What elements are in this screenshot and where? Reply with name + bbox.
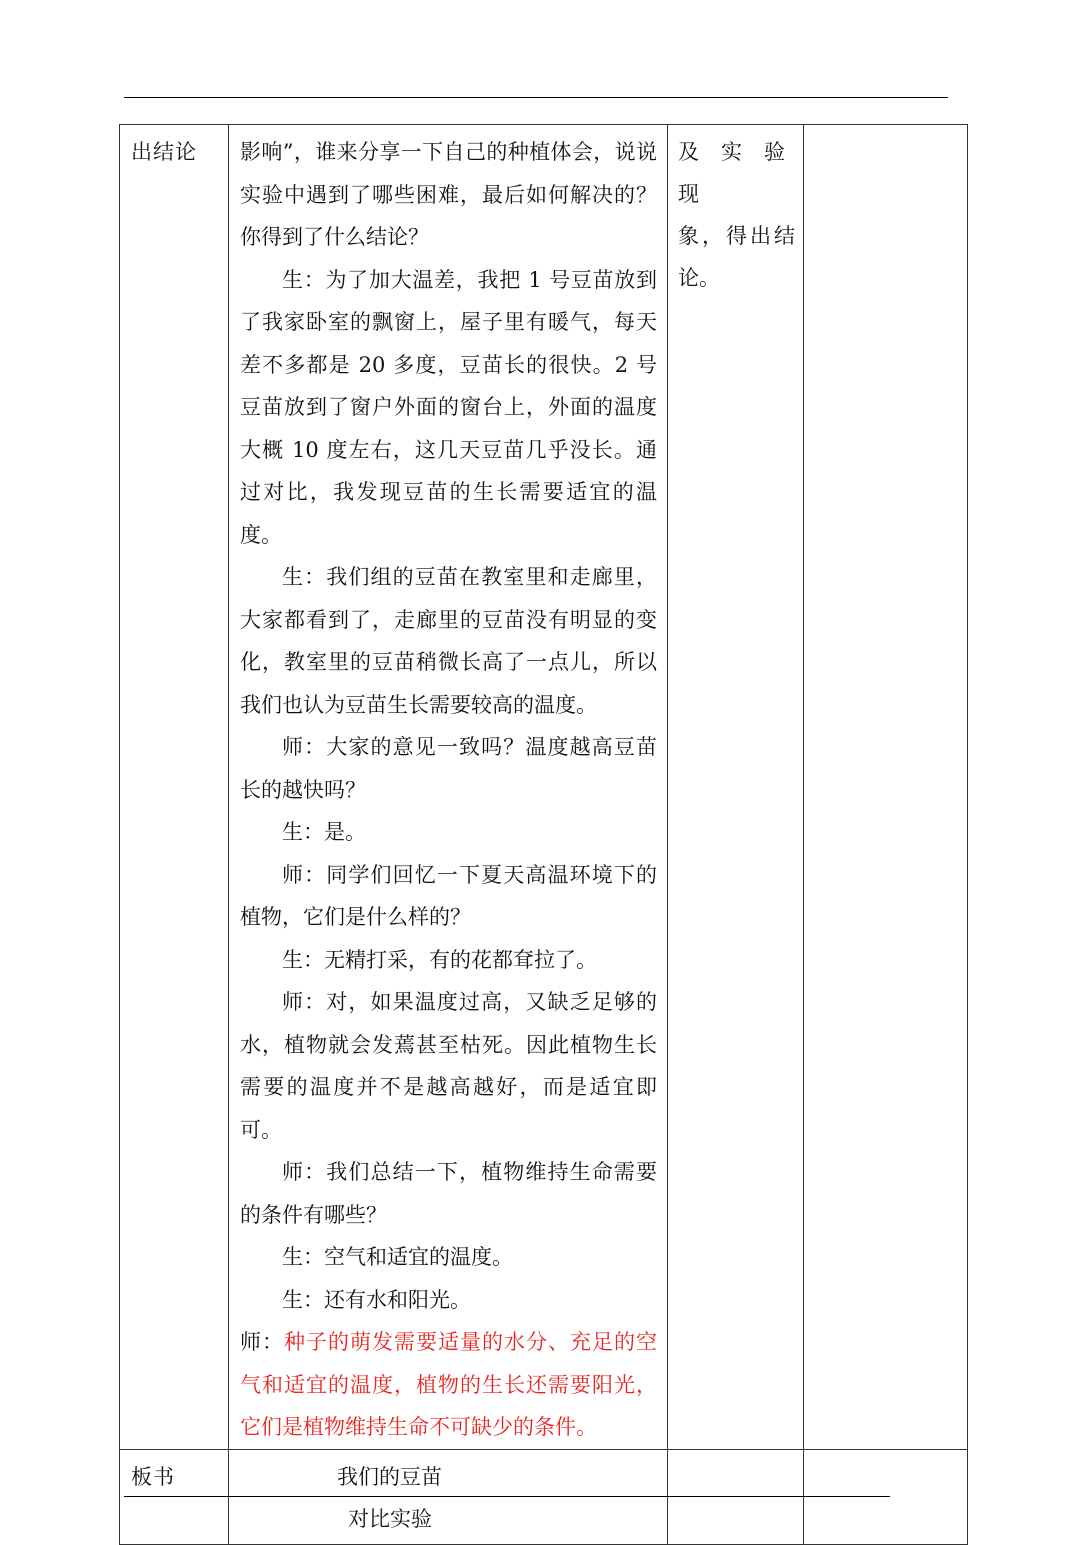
footer-rule: [124, 1496, 890, 1497]
activity-note-line: 及实验现: [678, 140, 795, 206]
table-row: [120, 125, 968, 1450]
board-title: 我们的豆苗: [337, 1464, 442, 1489]
dialogue-paragraph: 生：无精打采，有的花都耷拉了。: [282, 947, 597, 972]
dialogue-paragraph: 师：我们总结一下，植物维持生命需要的条件有哪些？: [240, 1160, 657, 1227]
student-activity-cell: [668, 125, 804, 1450]
board-subtitle: 对比实验: [348, 1506, 432, 1531]
dialogue-paragraph: 生：是。: [282, 820, 366, 844]
activity-note-line: 象，得出结论。: [678, 224, 795, 290]
dialogue-paragraph: 生：还有水和阳光。: [282, 1287, 471, 1312]
dialogue-paragraph: 师：同学们回忆一下夏天高温环境下的植物，它们是什么样的？: [240, 862, 657, 929]
conclusion-paragraph: [240, 1321, 657, 1449]
dialogue-block: [229, 131, 667, 1449]
key-conclusion-text: 种子的萌发需要适量的水分、充足的空气和适宜的温度，植物的生长还需要阳光，它们是植物维持生命不可缺少的条件。: [240, 1330, 657, 1439]
dialogue-paragraph: 师：大家的意见一致吗？温度越高豆苗长的越快吗？: [240, 735, 657, 802]
lesson-table: [119, 124, 968, 1545]
teaching-process-cell: [229, 125, 668, 1450]
dialogue-paragraph: 生：空气和适宜的温度。: [282, 1245, 513, 1269]
dialogue-paragraph: 影响”，谁来分享一下自己的种植体会，说说实验中遇到了哪些困难，最后如何解决的？你得到了什么结论？: [240, 140, 657, 249]
header-rule: [124, 97, 948, 98]
dialogue-paragraph: 师：对，如果温度过高，又缺乏足够的水，植物就会发蔫甚至枯死。因此植物生长需要的温度并不是越高越好，而是适宜即可。: [240, 990, 657, 1142]
dialogue-paragraph: 生：为了加大温差，我把 1 号豆苗放到了我家卧室的飘窗上，屋子里有暖气，每天差不多都是 20 多度，豆苗长的很快。2 号豆苗放到了窗户外面的窗台上，外面的温度大概 10 度左右，这几天豆苗几乎没长。通过对比，我发现豆苗的生长需要适宜的温度。: [240, 267, 657, 547]
dialogue-paragraph: 生：我们组的豆苗在教室里和走廊里，大家都看到了，走廊里的豆苗没有明显的变化，教室里的豆苗稍微长高了一点儿，所以我们也认为豆苗生长需要较高的温度。: [240, 565, 657, 717]
stage-label: 出结论: [131, 140, 197, 164]
stage-cell: [120, 125, 229, 1450]
remarks-cell: [804, 125, 968, 1450]
board-label: 板书: [131, 1464, 175, 1489]
teacher-prefix: 师：: [240, 1330, 284, 1354]
activity-note: [668, 125, 803, 299]
